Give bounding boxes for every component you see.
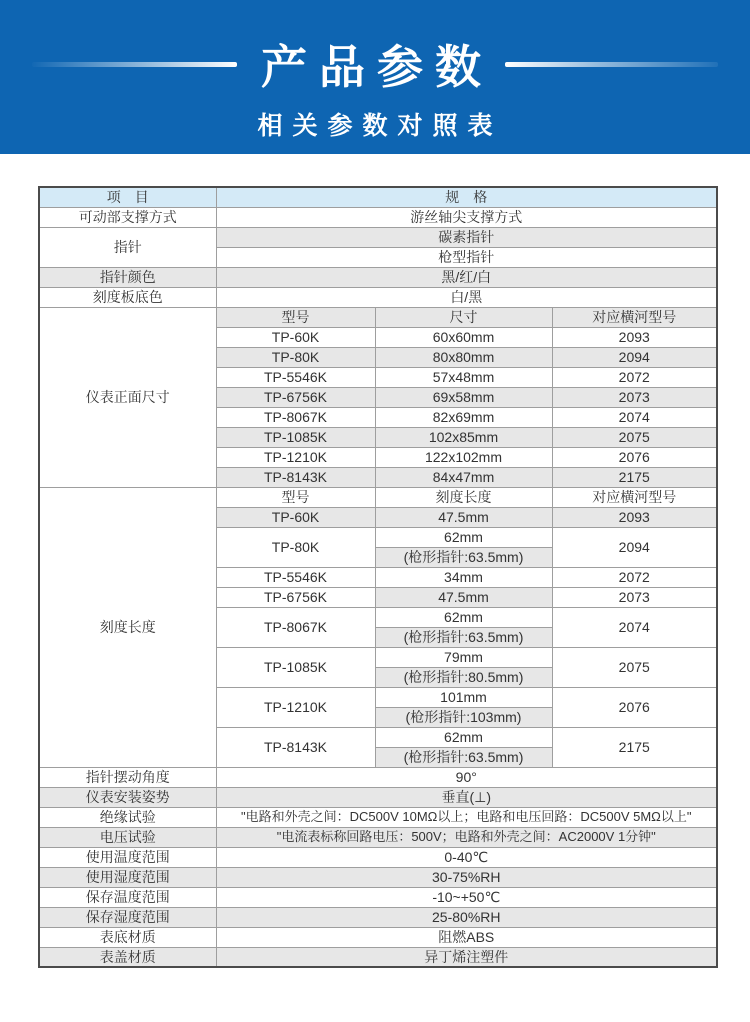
table-cell: 102x85mm (375, 427, 552, 447)
table-cell: TP-1085K (216, 427, 375, 447)
table-cell: 可动部支撑方式 (39, 207, 216, 227)
table-cell: TP-80K (216, 347, 375, 367)
table-row (39, 927, 717, 947)
table-row (39, 307, 717, 327)
table-cell: 阻燃ABS (216, 927, 717, 947)
table-cell: 47.5mm (375, 587, 552, 607)
table-cell: 47.5mm (375, 507, 552, 527)
table-cell: 2072 (552, 567, 717, 587)
table-cell: 79mm (375, 647, 552, 667)
table-row (39, 887, 717, 907)
table-cell: 刻度长度 (39, 487, 216, 767)
table-cell: TP-1210K (216, 687, 375, 727)
table-cell: 2076 (552, 687, 717, 727)
table-cell: TP-60K (216, 507, 375, 527)
table-cell: 25-80%RH (216, 907, 717, 927)
table-cell: 2073 (552, 387, 717, 407)
table-cell: 碳素指针 (216, 227, 717, 247)
table-cell: 表盖材质 (39, 947, 216, 967)
table-cell: TP-8143K (216, 727, 375, 767)
table-row (39, 827, 717, 847)
table-row (39, 487, 717, 507)
table-row (39, 267, 717, 287)
table-row (39, 807, 717, 827)
table-cell: 82x69mm (375, 407, 552, 427)
table-row (39, 867, 717, 887)
table-cell: 84x47mm (375, 467, 552, 487)
table-cell: (枪形指针:63.5mm) (375, 547, 552, 567)
table-cell: 仪表正面尺寸 (39, 307, 216, 487)
table-cell: 游丝轴尖支撑方式 (216, 207, 717, 227)
table-row (39, 187, 717, 207)
table-cell: 仪表安装姿势 (39, 787, 216, 807)
table-row (39, 767, 717, 787)
table-cell: 62mm (375, 727, 552, 747)
table-cell: 型号 (216, 307, 375, 327)
table-cell: 2175 (552, 467, 717, 487)
table-cell: 电压试验 (39, 827, 216, 847)
table-cell: 80x80mm (375, 347, 552, 367)
spec-table-body (39, 187, 717, 967)
table-cell: 刻度板底色 (39, 287, 216, 307)
table-cell: 指针摆动角度 (39, 767, 216, 787)
table-cell: 保存湿度范围 (39, 907, 216, 927)
table-cell: 异丁烯注塑件 (216, 947, 717, 967)
table-cell: 2074 (552, 607, 717, 647)
table-cell: 2076 (552, 447, 717, 467)
product-params-banner (0, 0, 750, 154)
table-cell: 对应横河型号 (552, 307, 717, 327)
table-cell: 62mm (375, 607, 552, 627)
table-cell: 指针 (39, 227, 216, 267)
table-cell: 62mm (375, 527, 552, 547)
table-cell: TP-6756K (216, 587, 375, 607)
table-cell: 2094 (552, 347, 717, 367)
table-row (39, 947, 717, 967)
table-cell: 57x48mm (375, 367, 552, 387)
table-cell: 2175 (552, 727, 717, 767)
table-cell: 30-75%RH (216, 867, 717, 887)
table-cell: -10~+50℃ (216, 887, 717, 907)
banner-line-right (505, 62, 718, 67)
table-cell: 0-40℃ (216, 847, 717, 867)
table-cell: (枪形指针:103mm) (375, 707, 552, 727)
table-cell: 122x102mm (375, 447, 552, 467)
table-row (39, 287, 717, 307)
table-cell: 指针颜色 (39, 267, 216, 287)
table-cell: "电路和外壳之间：DC500V 10MΩ以上；电路和电压回路：DC500V 5MΩ以上" (216, 807, 717, 827)
table-cell: 60x60mm (375, 327, 552, 347)
table-cell: 101mm (375, 687, 552, 707)
table-cell: 枪型指针 (216, 247, 717, 267)
table-cell: 使用温度范围 (39, 847, 216, 867)
table-cell: 2093 (552, 327, 717, 347)
table-cell: 90° (216, 767, 717, 787)
table-cell: 2072 (552, 367, 717, 387)
table-cell: 刻度长度 (375, 487, 552, 507)
table-cell: TP-6756K (216, 387, 375, 407)
table-cell: 项 目 (39, 187, 216, 207)
table-cell: (枪形指针:80.5mm) (375, 667, 552, 687)
table-cell: 2074 (552, 407, 717, 427)
table-cell: TP-5546K (216, 567, 375, 587)
table-cell: 保存温度范围 (39, 887, 216, 907)
banner-line-left (32, 62, 237, 67)
table-cell: TP-8067K (216, 607, 375, 647)
table-cell: 2075 (552, 427, 717, 447)
table-cell: 型号 (216, 487, 375, 507)
table-cell: 34mm (375, 567, 552, 587)
table-cell: TP-1085K (216, 647, 375, 687)
table-cell: 对应横河型号 (552, 487, 717, 507)
table-row (39, 847, 717, 867)
table-cell: 2094 (552, 527, 717, 567)
table-cell: 黑/红/白 (216, 267, 717, 287)
table-cell: (枪形指针:63.5mm) (375, 627, 552, 647)
spec-table (38, 186, 718, 968)
table-cell: "电流表标称回路电压：500V；电路和外壳之间：AC2000V 1分钟" (216, 827, 717, 847)
table-cell: TP-60K (216, 327, 375, 347)
table-cell: 绝缘试验 (39, 807, 216, 827)
table-cell: (枪形指针:63.5mm) (375, 747, 552, 767)
table-cell: 2073 (552, 587, 717, 607)
table-cell: TP-1210K (216, 447, 375, 467)
table-cell: 使用湿度范围 (39, 867, 216, 887)
table-cell: 69x58mm (375, 387, 552, 407)
table-cell: 尺寸 (375, 307, 552, 327)
page-title: 产品参数 (261, 41, 493, 93)
table-cell: 2075 (552, 647, 717, 687)
table-cell: 规 格 (216, 187, 717, 207)
table-row (39, 907, 717, 927)
table-cell: 表底材质 (39, 927, 216, 947)
table-cell: TP-80K (216, 527, 375, 567)
table-cell: TP-5546K (216, 367, 375, 387)
table-cell: 2093 (552, 507, 717, 527)
table-cell: TP-8143K (216, 467, 375, 487)
table-row (39, 207, 717, 227)
table-row (39, 227, 717, 247)
banner-title-row (0, 12, 750, 116)
table-cell: 垂直(⊥) (216, 787, 717, 807)
spec-table-wrap (38, 186, 718, 968)
table-row (39, 787, 717, 807)
table-cell: TP-8067K (216, 407, 375, 427)
page-subtitle: 相关参数对照表 (257, 112, 503, 140)
table-cell: 白/黑 (216, 287, 717, 307)
